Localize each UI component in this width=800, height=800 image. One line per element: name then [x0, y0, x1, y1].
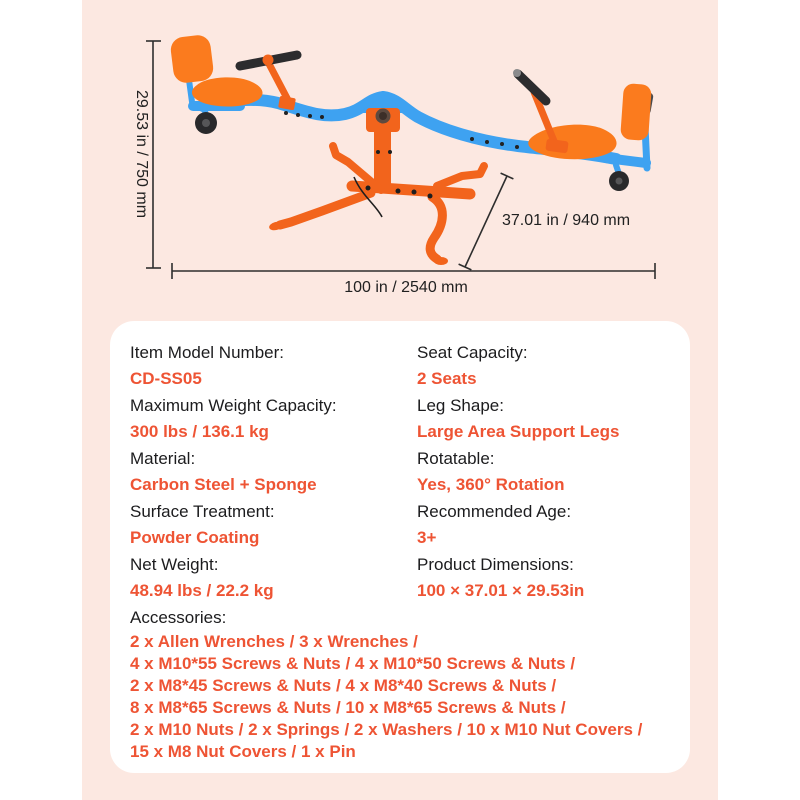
spec-label: Item Model Number: [130, 343, 284, 362]
spec-item-seat-capacity [417, 340, 670, 392]
spec-item-rotatable [417, 446, 670, 498]
spec-value: Large Area Support Legs [417, 422, 620, 441]
spec-value: 300 lbs / 136.1 kg [130, 422, 269, 441]
accessories-line: 2 x M10 Nuts / 2 x Springs / 2 x Washers / 10 x M10 Nut Covers / [130, 720, 643, 739]
spec-item-product-dimensions [417, 552, 670, 604]
spec-item-material [130, 446, 417, 498]
spec-value: Powder Coating [130, 528, 260, 547]
length-dimension-label: 100 in / 2540 mm [344, 279, 468, 296]
accessories-line: 15 x M8 Nut Covers / 1 x Pin [130, 742, 356, 761]
spec-label: Product Dimensions: [417, 555, 574, 574]
spec-label: Recommended Age: [417, 502, 572, 521]
left-caster-wheel [195, 112, 217, 134]
accessories-line: 2 x Allen Wrenches / 3 x Wrenches / [130, 632, 418, 651]
spec-value: CD-SS05 [130, 369, 202, 388]
right-foot-pad [434, 257, 448, 265]
length-dimension-line [172, 263, 655, 279]
spec-item-surface-treatment [130, 499, 417, 551]
right-seat-cushion [528, 125, 616, 160]
spec-label: Maximum Weight Capacity: [130, 396, 337, 415]
depth-dimension-label: 37.01 in / 940 mm [502, 212, 631, 229]
product-illustration [0, 0, 800, 310]
spec-value: 100 × 37.01 × 29.53in [417, 581, 585, 600]
spec-item-leg-shape [417, 393, 670, 445]
accessories-label: Accessories: [130, 608, 227, 627]
right-caster-wheel [609, 171, 629, 191]
spec-item-max-weight-capacity [130, 393, 417, 445]
product-dimension-diagram [0, 0, 800, 310]
spec-label: Rotatable: [417, 449, 495, 468]
spec-label: Net Weight: [130, 555, 219, 574]
spec-item-net-weight [130, 552, 417, 604]
spec-value: 2 Seats [417, 369, 477, 388]
spec-item-recommended-age [417, 499, 670, 551]
accessories-line: 8 x M8*65 Screws & Nuts / 10 x M8*65 Screws & Nuts / [130, 698, 566, 717]
spec-value: 48.94 lbs / 22.2 kg [130, 581, 274, 600]
spec-label: Seat Capacity: [417, 343, 528, 362]
specification-grid [130, 340, 670, 605]
height-dimension-label: 29.53 in / 750 mm [133, 89, 150, 219]
accessories-line: 4 x M10*55 Screws & Nuts / 4 x M10*50 Screws & Nuts / [130, 654, 576, 673]
accessories-line: 2 x M8*45 Screws & Nuts / 4 x M8*40 Screws & Nuts / [130, 676, 557, 695]
left-seat-backrest [169, 34, 214, 85]
specification-card [110, 321, 690, 773]
spec-value: Carbon Steel + Sponge [130, 475, 317, 494]
left-seat-cushion [192, 77, 263, 106]
spec-value: 3+ [417, 528, 437, 547]
spec-item-accessories [130, 605, 670, 763]
spec-value: Yes, 360° Rotation [417, 475, 565, 494]
right-seat-backrest [620, 83, 652, 141]
spec-label: Leg Shape: [417, 396, 504, 415]
spec-item-model-number [130, 340, 417, 392]
spec-label: Material: [130, 449, 196, 468]
spec-label: Surface Treatment: [130, 502, 275, 521]
